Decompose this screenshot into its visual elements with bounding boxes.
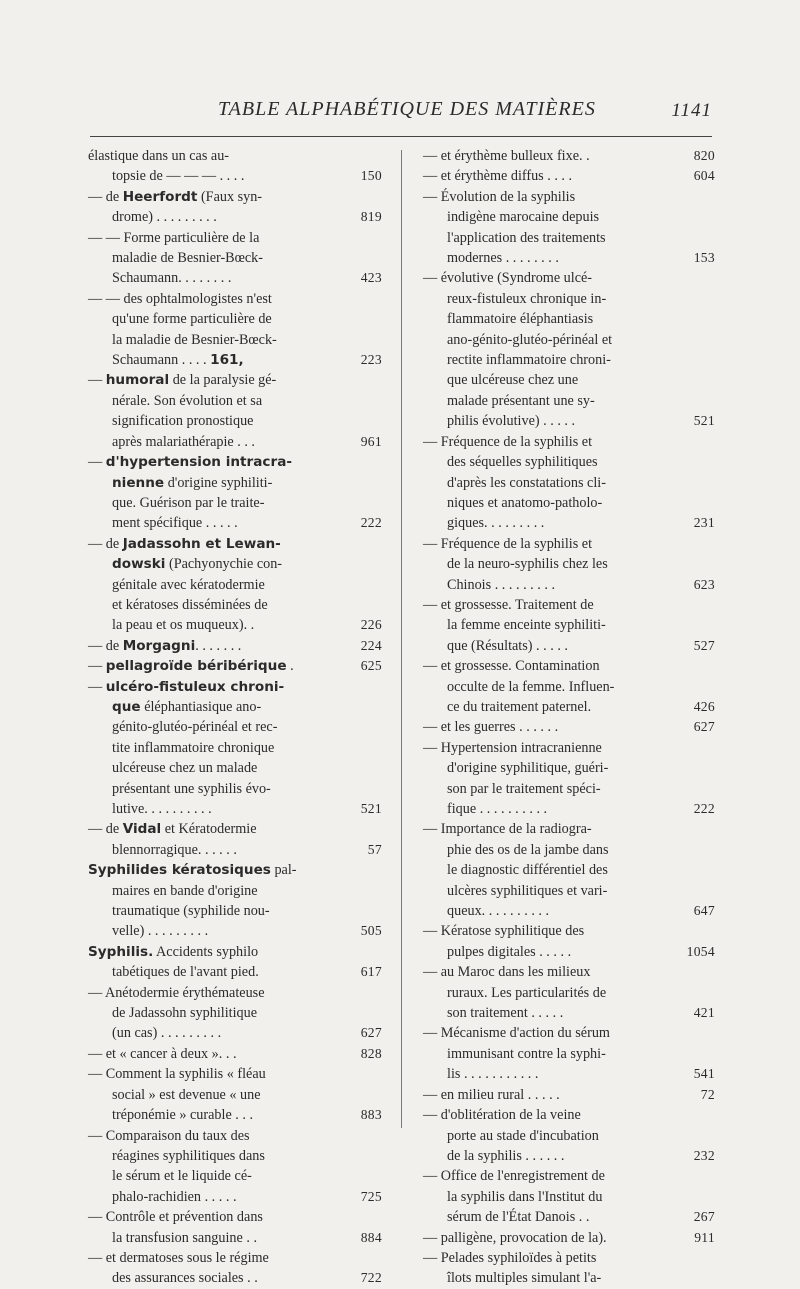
page-reference: 224 — [360, 637, 382, 653]
page-reference: 617 — [360, 964, 382, 980]
entry-line: — de Morgagni. . . . . . . — [88, 637, 242, 654]
index-entry — [88, 983, 382, 1044]
entry-line: indigène marocaine depuis — [447, 209, 600, 226]
entry-line: phie des os de la jambe dans — [447, 841, 609, 858]
entry-line: de la neuro-syphilis chez les — [447, 556, 608, 573]
left-column — [88, 146, 382, 1289]
entry-line: réagines syphilitiques dans — [112, 1147, 265, 1164]
page-reference: 819 — [360, 209, 382, 225]
index-entry — [423, 432, 713, 534]
entry-line: (un cas) . . . . . . . . . — [112, 1025, 222, 1042]
page-reference: 226 — [360, 617, 382, 633]
entry-line: — au Maroc dans les milieux — [423, 964, 591, 981]
entry-line: — en milieu rural . . . . . — [423, 1086, 560, 1103]
entry-line: ulcéreuse chez un malade — [112, 760, 258, 777]
entry-line: signification pronostique — [112, 413, 254, 430]
page-reference: 604 — [693, 168, 715, 184]
page-reference: 625 — [360, 658, 382, 674]
index-entry — [88, 1207, 382, 1248]
entry-line: blennorragique. . . . . . — [112, 841, 237, 858]
entry-line: lutive. . . . . . . . . . — [112, 801, 212, 817]
page-reference: 57 — [367, 841, 382, 857]
entry-line: modernes . . . . . . . . — [447, 250, 559, 267]
entry-line: que. Guérison par le traite- — [112, 494, 265, 511]
entry-line: le sérum et le liquide cé- — [112, 1168, 252, 1185]
entry-line: Syphilis. Accidents syphilo — [88, 943, 259, 960]
index-entry — [423, 1166, 713, 1227]
entry-line: la transfusion sanguine . . — [112, 1229, 257, 1246]
entry-line: d'origine syphilitique, guéri- — [447, 760, 609, 777]
entry-line: et kératoses disséminées de — [112, 596, 268, 613]
index-entry — [423, 268, 713, 431]
page-reference: 267 — [693, 1209, 715, 1225]
entry-line: — et « cancer à deux ». . . — [88, 1045, 237, 1062]
entry-line: flammatoire éléphantiasis — [447, 311, 594, 328]
entry-line: génito-glutéo-périnéal et rec- — [112, 719, 278, 736]
page-reference: 725 — [360, 1188, 382, 1204]
entry-line: — ulcéro-fistuleux chroni- — [88, 678, 285, 695]
entry-line: ce du traitement paternel. — [447, 698, 592, 715]
entry-line: nérale. Son évolution et sa — [112, 392, 263, 409]
entry-line: — Évolution de la syphilis — [423, 188, 576, 205]
page-number: 1141 — [671, 100, 712, 121]
index-entry — [423, 534, 713, 595]
entry-line: que éléphantiasique ano- — [112, 698, 262, 715]
page-reference: 722 — [360, 1270, 382, 1286]
entry-line: — Fréquence de la syphilis et — [423, 535, 593, 552]
entry-line: drome) . . . . . . . . . — [112, 209, 217, 226]
index-entry — [88, 452, 382, 534]
entry-line: — et grossesse. Contamination — [423, 658, 600, 675]
entry-line: ano-génito-glutéo-périnéal et — [447, 331, 613, 348]
entry-line: son par le traitement spéci- — [447, 780, 601, 797]
entry-line: maires en bande d'origine — [112, 882, 258, 899]
entry-line: niques et anatomo-patholo- — [447, 494, 603, 511]
column-divider — [401, 150, 402, 1128]
entry-line: — d'oblitération de la veine — [423, 1107, 581, 1124]
index-entry — [88, 534, 382, 636]
entry-line: que ulcéreuse chez une — [447, 372, 579, 389]
index-entry — [88, 1064, 382, 1125]
entry-line: — Contrôle et prévention dans — [88, 1209, 263, 1226]
entry-line: présentant une syphilis évo- — [112, 780, 271, 797]
entry-line: — humoral de la paralysie gé- — [88, 372, 277, 389]
index-entry — [88, 656, 382, 676]
entry-line: son traitement . . . . . — [447, 1005, 564, 1022]
entry-line: — palligène, provocation de la). — [423, 1229, 607, 1246]
index-entry — [88, 146, 382, 187]
entry-line: queux. . . . . . . . . . — [447, 903, 550, 920]
entry-line: la peau et os muqueux). . — [112, 617, 255, 634]
entry-line: — et érythème diffus . . . . — [423, 168, 573, 185]
entry-line: — Office de l'enregistrement de — [423, 1168, 605, 1185]
page-reference: 1054 — [686, 943, 715, 959]
entry-line: des assurances sociales . . — [112, 1270, 258, 1287]
page-reference: 222 — [693, 800, 715, 816]
index-entry — [88, 1044, 382, 1064]
page-reference: 421 — [693, 1005, 715, 1021]
index-entry — [423, 717, 713, 737]
entry-line: — Fréquence de la syphilis et — [423, 433, 593, 450]
page-reference: 521 — [360, 800, 382, 816]
page-reference: 231 — [693, 515, 715, 531]
entry-line: que (Résultats) . . . . . — [447, 637, 568, 654]
entry-line: de la syphilis . . . . . . — [447, 1147, 565, 1164]
entry-line: îlots multiples simulant l'a- — [447, 1270, 602, 1287]
entry-line: porte au stade d'incubation — [447, 1127, 599, 1144]
entry-line: — — des ophtalmologistes n'est — [88, 290, 272, 307]
entry-line: — et grossesse. Traitement de — [423, 596, 594, 613]
entry-line: giques. . . . . . . . . — [447, 515, 545, 532]
page-reference: 505 — [360, 923, 382, 939]
entry-line: — Anétodermie érythémateuse — [88, 984, 265, 1001]
entry-line: maladie de Besnier-Bœck- — [112, 250, 263, 267]
index-entry — [423, 146, 713, 166]
page-reference: 72 — [700, 1086, 715, 1102]
index-entry — [88, 289, 382, 371]
page-reference: 623 — [693, 576, 715, 592]
index-entry — [423, 1105, 713, 1166]
entry-line: — pellagroïde béribérique . — [88, 658, 294, 675]
entry-line: traumatique (syphilide nou- — [112, 903, 270, 920]
index-entry — [423, 595, 713, 656]
page-reference: 961 — [360, 433, 382, 449]
page-reference: 223 — [360, 352, 382, 368]
index-entry — [88, 370, 382, 452]
entry-line: tite inflammatoire chronique — [112, 739, 275, 756]
index-entry — [423, 1085, 713, 1105]
entry-line: — de Jadassohn et Lewan- — [88, 535, 281, 552]
entry-line: Schaumann . . . . 161, — [112, 352, 244, 369]
index-entry — [423, 1248, 713, 1289]
entry-line: occulte de la femme. Influen- — [447, 678, 615, 695]
index-entry — [88, 677, 382, 820]
entry-line: ulcères syphilitiques et vari- — [447, 882, 608, 899]
index-entry — [88, 228, 382, 289]
entry-line: — Comparaison du taux des — [88, 1127, 250, 1144]
index-entry — [423, 166, 713, 186]
entry-line: nienne d'origine syphiliti- — [112, 474, 273, 491]
entry-line: philis évolutive) . . . . . — [447, 413, 576, 430]
page-header — [90, 98, 712, 138]
entry-line: de Jadassohn syphilitique — [112, 1005, 258, 1022]
index-entry — [423, 819, 713, 921]
entry-line: la maladie de Besnier-Bœck- — [112, 331, 277, 348]
entry-line: — Pelades syphiloïdes à petits — [423, 1249, 597, 1266]
entry-line: — et érythème bulleux fixe. . — [423, 148, 590, 164]
entry-line: tabétiques de l'avant pied. — [112, 964, 259, 981]
entry-line: l'application des traitements — [447, 229, 606, 246]
entry-line: des séquelles syphilitiques — [447, 454, 598, 471]
header-rule — [90, 136, 712, 137]
entry-line: tréponémie » curable . . . — [112, 1107, 254, 1124]
page-reference: 820 — [693, 148, 715, 163]
entry-line: — et les guerres . . . . . . — [423, 719, 559, 736]
index-entry — [423, 738, 713, 820]
entry-line: lis . . . . . . . . . . . — [447, 1066, 539, 1083]
entry-line: reux-fistuleux chronique in- — [447, 290, 607, 307]
page-reference: 426 — [693, 698, 715, 714]
entry-line: le diagnostic différentiel des — [447, 862, 608, 879]
entry-line: velle) . . . . . . . . . — [112, 923, 209, 940]
entry-line: malade présentant une sy- — [447, 392, 595, 409]
entry-line: sérum de l'État Danois . . — [447, 1209, 590, 1226]
page-reference: 153 — [693, 250, 715, 265]
entry-line: — et dermatoses sous le régime — [88, 1249, 269, 1266]
page-reference: 647 — [693, 903, 715, 918]
page-reference: 150 — [360, 168, 382, 184]
entry-line: fique . . . . . . . . . . — [447, 801, 548, 817]
index-entry — [88, 819, 382, 860]
entry-line: Syphilides kératosiques pal- — [88, 862, 297, 879]
running-title: TABLE ALPHABÉTIQUE DES MATIÈRES — [218, 98, 596, 120]
index-entry — [423, 1023, 713, 1084]
page-reference: 627 — [693, 719, 715, 735]
page-reference: 232 — [693, 1147, 715, 1163]
entry-line: — Hypertension intracranienne — [423, 739, 602, 756]
index-entry — [423, 187, 713, 269]
entry-line: — Mécanisme d'action du sérum — [423, 1025, 610, 1042]
entry-line: — Comment la syphilis « fléau — [88, 1066, 266, 1083]
entry-line: génitale avec kératodermie — [112, 576, 265, 593]
entry-line: — Importance de la radiogra- — [423, 821, 592, 838]
index-entry — [423, 656, 713, 717]
index-entry — [88, 187, 382, 228]
entry-line: social » est devenue « une — [112, 1086, 261, 1103]
entry-line: dowski (Pachyonychie con- — [112, 556, 283, 573]
entry-line: pulpes digitales . . . . . — [447, 943, 572, 960]
entry-line: Chinois . . . . . . . . . — [447, 576, 555, 593]
entry-line: Schaumann. . . . . . . . — [112, 270, 232, 287]
page-reference: 521 — [693, 413, 715, 429]
index-entry — [423, 962, 713, 1023]
entry-line: qu'une forme particulière de — [112, 311, 272, 328]
entry-line: élastique dans un cas au- — [88, 148, 230, 164]
index-entry — [88, 860, 382, 942]
index-entry — [423, 921, 713, 962]
page-reference: 884 — [360, 1229, 382, 1245]
right-column — [423, 146, 713, 1289]
page-reference: 222 — [360, 515, 382, 531]
index-entry — [88, 636, 382, 656]
index-entry — [423, 1228, 713, 1248]
page-reference: 541 — [693, 1066, 715, 1082]
page-reference: 423 — [360, 270, 382, 286]
page-reference: 911 — [694, 1229, 715, 1245]
index-entry — [88, 1248, 382, 1289]
entry-line: immunisant contre la syphi- — [447, 1045, 606, 1062]
entry-line: ment spécifique . . . . . — [112, 515, 238, 532]
entry-line: — d'hypertension intracra- — [88, 454, 293, 471]
entry-line: rectite inflammatoire chroni- — [447, 352, 611, 369]
entry-line: — de Heerfordt (Faux syn- — [88, 188, 263, 205]
entry-line: phalo-rachidien . . . . . — [112, 1188, 237, 1205]
entry-line: — évolutive (Syndrome ulcé- — [423, 270, 593, 287]
index-entry — [88, 942, 382, 983]
entry-line: la femme enceinte syphiliti- — [447, 617, 606, 634]
entry-line: ruraux. Les particularités de — [447, 984, 607, 1001]
entry-line: d'après les constatations cli- — [447, 474, 606, 491]
page-reference: 627 — [360, 1025, 382, 1041]
entry-line: la syphilis dans l'Institut du — [447, 1188, 603, 1205]
index-entry — [88, 1126, 382, 1208]
entry-line: — de Vidal et Kératodermie — [88, 821, 257, 838]
entry-line: — — Forme particulière de la — [88, 229, 260, 246]
page-reference: 527 — [693, 637, 715, 653]
entry-line: après malariathérapie . . . — [112, 433, 255, 450]
page-reference: 883 — [360, 1107, 382, 1123]
page-reference: 828 — [360, 1045, 382, 1061]
entry-line: — Kératose syphilitique des — [423, 923, 585, 940]
entry-line: topsie de — — — . . . . — [112, 168, 245, 185]
